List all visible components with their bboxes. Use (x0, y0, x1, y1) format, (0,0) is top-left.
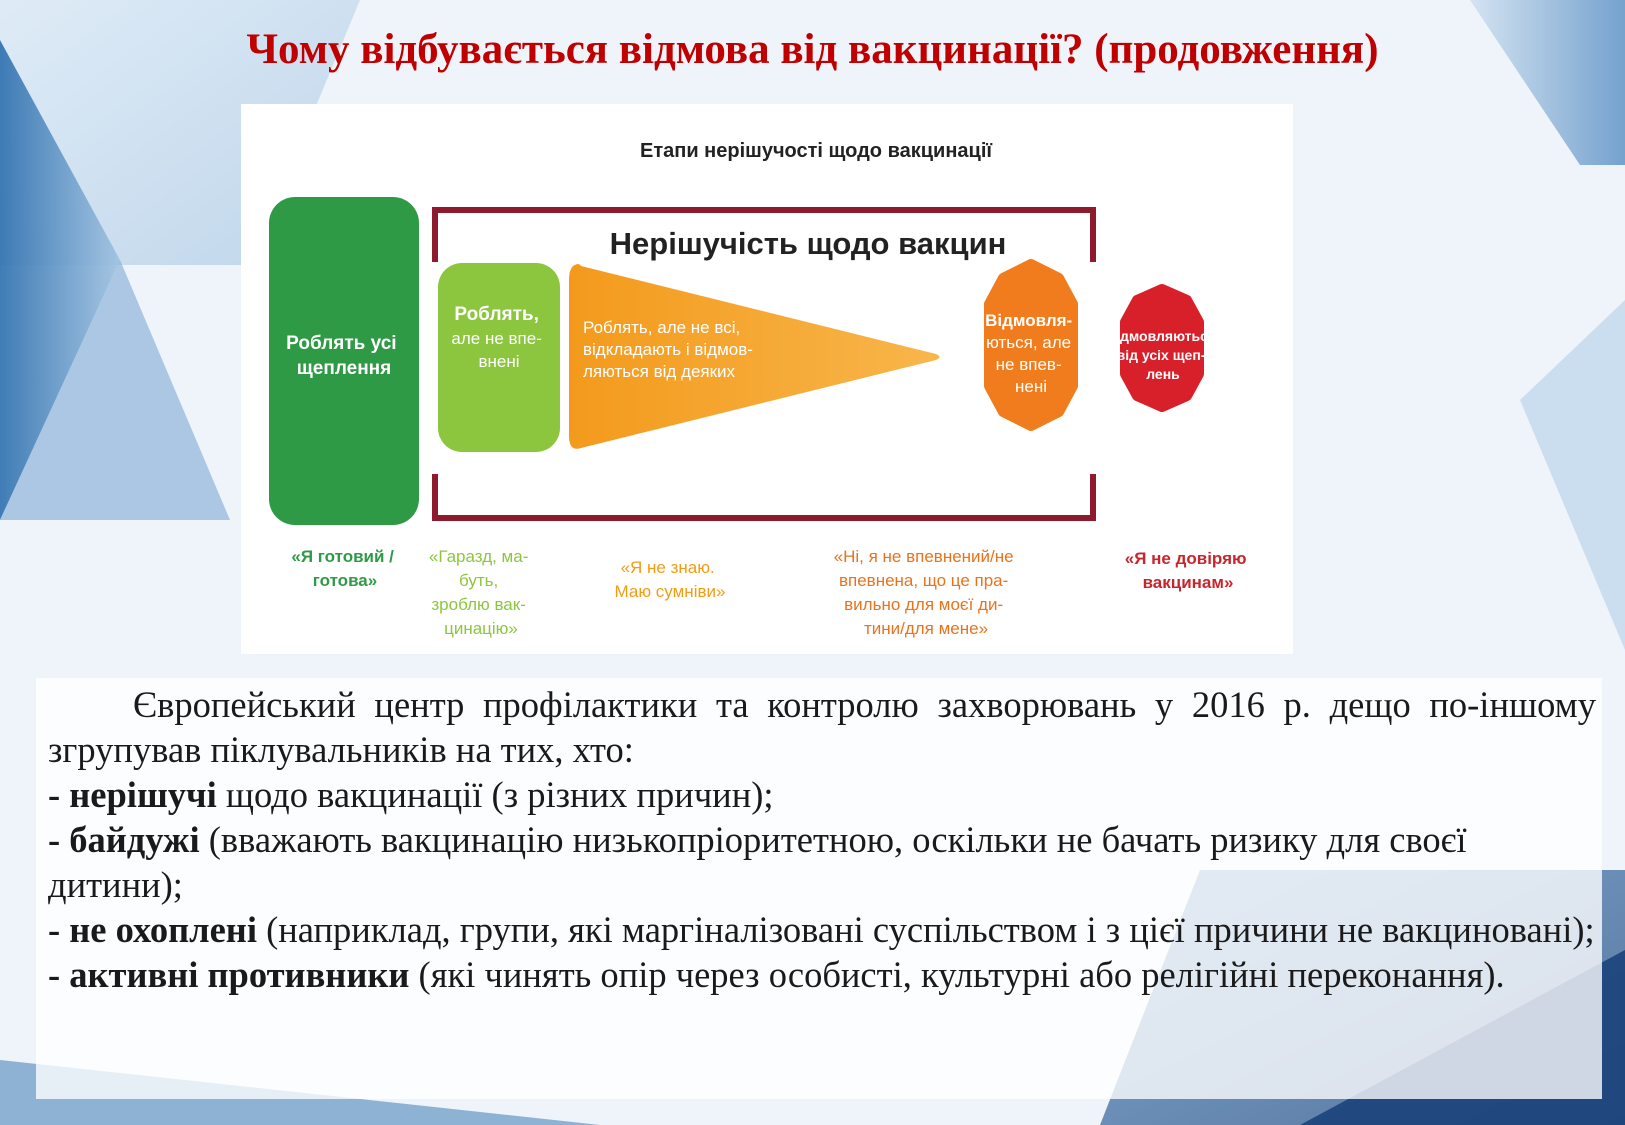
stage-vaccinating-unsure-label: Роблять, але не впе- внені (451, 304, 542, 371)
diagram-caption: Етапи нерішучості щодо вакцинації (639, 140, 993, 162)
list-item-unreached: - не охоплені (наприклад, групи, які маргіналізовані суспільством і з цієї причини не вакциновані); (48, 909, 1595, 950)
bracket-title: Нерішучість щодо вакцин (609, 226, 1007, 261)
stage-refusing-all-quote: «Я не довіряю вакцинам» (1124, 549, 1247, 592)
slide-title: Чому відбувається відмова від вакцинації? (продовження) (246, 26, 1379, 73)
list-item-hesitant: - нерішучі щодо вакцинації (з різних причин); (48, 774, 774, 815)
stage-refusing-all-label: Відмовляються від усіх щеп- лень (1105, 328, 1217, 382)
term-indifferent: байдужі (69, 819, 200, 860)
list-item-indifferent: - байдужі (вважають вакцинацію низькопріоритетною, оскільки не бачать ризику для своєї дитини); (48, 819, 1467, 905)
stage-fully-vaccinating-quote: «Я готовий / готова» (291, 547, 394, 590)
intro-paragraph: Європейський центр профілактики та контролю захворювань у 2016 р. дещо по-іншому згрупував піклувальників на тих, хто: (48, 684, 1596, 770)
description-text-block (36, 678, 1602, 1099)
term-hesitant: нерішучі (69, 774, 217, 815)
stage-vaccinating-unsure-quote: «Гаразд, ма- буть, зроблю вак- цинацію» (428, 547, 529, 638)
stage-refusing-unsure-quote: «Ні, я не впевнений/не впевнена, що це пра- вильно для моєї ди- тини/для мене» (833, 547, 1014, 638)
term-unreached: не охоплені (69, 909, 257, 950)
stage-partial-delay-label: Роблять, але не всі, відкладають і відмов- ляються від деяких (583, 318, 753, 381)
term-active-opponents: активні противники (69, 954, 410, 995)
list-item-active-opponents: - активні противники (які чинять опір через особисті, культурні або релігійні переконання). (48, 954, 1505, 995)
stage-refusing-unsure-label: Відмовля- ються, але не впев- нені (985, 311, 1073, 396)
vaccine-hesitancy-diagram (241, 104, 1293, 654)
stage-partial-delay-quote: «Я не знаю. Маю сумніви» (614, 558, 726, 601)
stage-fully-vaccinating-label: Роблять усі щеплення (286, 333, 397, 379)
